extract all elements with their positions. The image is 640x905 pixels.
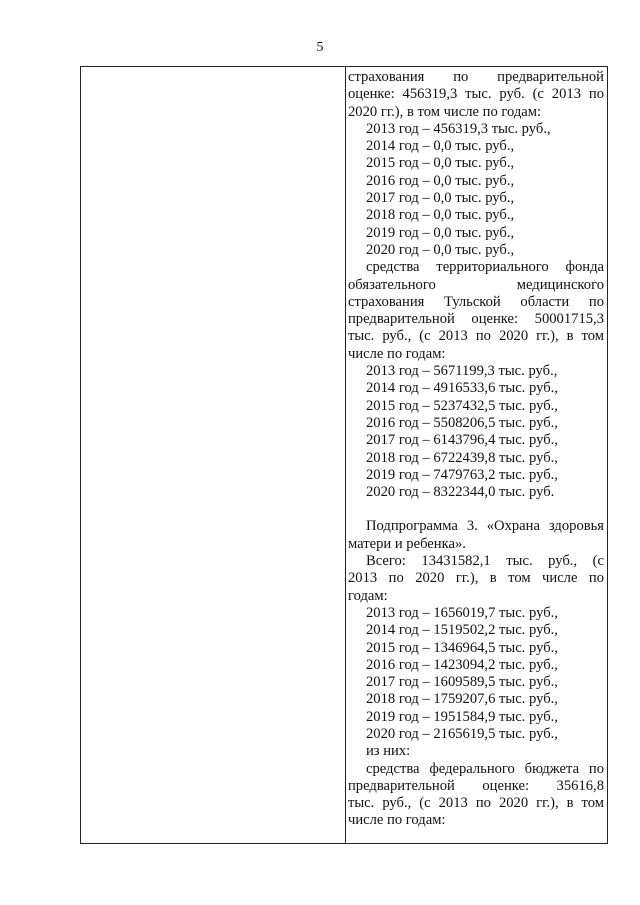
text-line: числе по годам: bbox=[348, 812, 446, 829]
text-line: средства территориального фонда bbox=[366, 259, 604, 276]
text-line: 2015 год – 0,0 тыс. руб., bbox=[366, 155, 515, 172]
text-line: из них: bbox=[366, 743, 411, 760]
text-line: годам: bbox=[348, 587, 388, 604]
text-line: страхования по предварительной bbox=[348, 69, 604, 85]
text-line: 2017 год – 1609589,5 тыс. руб., bbox=[366, 674, 558, 691]
text-line: 2017 год – 0,0 тыс. руб., bbox=[366, 190, 515, 207]
text-line: 2019 год – 1951584,9 тыс. руб., bbox=[366, 708, 558, 725]
text-line: 2016 год – 0,0 тыс. руб., bbox=[366, 172, 515, 189]
text-line: оценке: 456319,3 тыс. руб. (с 2013 по bbox=[348, 86, 604, 103]
text-line: 2016 год – 1423094,2 тыс. руб., bbox=[366, 656, 558, 673]
text-line: 2013 год – 1656019,7 тыс. руб., bbox=[366, 604, 558, 621]
text-line: 2014 год – 4916533,6 тыс. руб., bbox=[366, 380, 558, 397]
text-line: Подпрограмма 3. «Охрана здоровья bbox=[366, 518, 604, 535]
text-line: матери и ребенка». bbox=[348, 535, 466, 552]
right-column-text bbox=[348, 69, 604, 830]
text-line: 2015 год – 1346964,5 тыс. руб., bbox=[366, 639, 558, 656]
text-line: 2013 год – 456319,3 тыс. руб., bbox=[366, 120, 551, 137]
text-line: 2013 год – 5671199,3 тыс. руб., bbox=[366, 363, 558, 380]
page-number: 5 bbox=[316, 40, 324, 55]
text-line: 2020 год – 8322344,0 тыс. руб. bbox=[366, 484, 555, 501]
text-line: 2019 год – 0,0 тыс. руб., bbox=[366, 224, 515, 241]
text-line: тыс. руб., (с 2013 по 2020 гг.), в том bbox=[348, 795, 604, 812]
text-line: 2020 гг.), в том числе по годам: bbox=[348, 103, 542, 120]
text-line: обязательного медицинского bbox=[348, 276, 604, 293]
text-line: 2014 год – 0,0 тыс. руб., bbox=[366, 138, 515, 155]
text-line: 2018 год – 6722439,8 тыс. руб., bbox=[366, 449, 558, 466]
text-line: Всего: 13431582,1 тыс. руб., (с bbox=[366, 553, 604, 570]
text-line: числе по годам: bbox=[348, 345, 446, 362]
text-line: предварительной оценке: 50001715,3 bbox=[348, 311, 604, 328]
column-divider bbox=[345, 67, 346, 843]
text-line: 2020 год – 2165619,5 тыс. руб., bbox=[366, 725, 558, 742]
document-table bbox=[80, 66, 608, 844]
text-line: предварительной оценке: 35616,8 bbox=[348, 777, 604, 794]
text-line: 2014 год – 1519502,2 тыс. руб., bbox=[366, 622, 558, 639]
text-line: страхования Тульской области по bbox=[348, 293, 604, 310]
text-line: 2017 год – 6143796,4 тыс. руб., bbox=[366, 432, 558, 449]
blank-line bbox=[348, 501, 604, 518]
text-line: 2015 год – 5237432,5 тыс. руб., bbox=[366, 397, 558, 414]
text-line: 2020 год – 0,0 тыс. руб., bbox=[366, 241, 515, 258]
text-line: тыс. руб., (с 2013 по 2020 гг.), в том bbox=[348, 328, 604, 345]
text-line: 2019 год – 7479763,2 тыс. руб., bbox=[366, 466, 558, 483]
text-line: 2013 по 2020 гг.), в том числе по bbox=[348, 570, 604, 587]
text-line: 2016 год – 5508206,5 тыс. руб., bbox=[366, 414, 558, 431]
text-line: 2018 год – 1759207,6 тыс. руб., bbox=[366, 691, 558, 708]
text-line: 2018 год – 0,0 тыс. руб., bbox=[366, 207, 515, 224]
text-line: средства федерального бюджета по bbox=[366, 760, 604, 777]
